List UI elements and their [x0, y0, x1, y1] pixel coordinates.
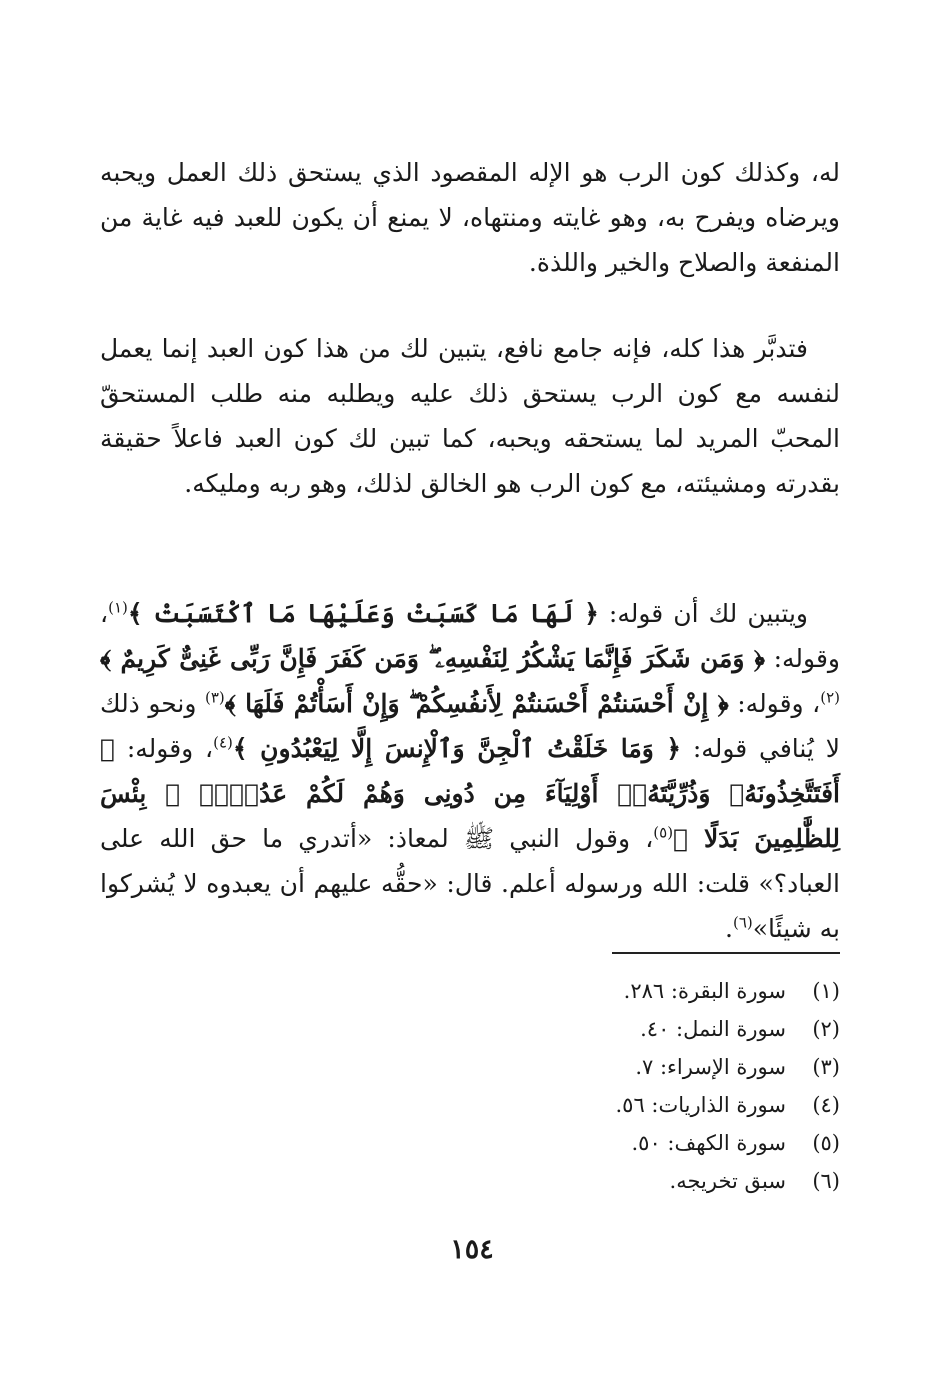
- text-segment: .: [725, 914, 733, 943]
- quran-verse-5: ﴿ أَفَتَتَّخِذُونَهُۥ وَذُرِّيَّتَهُۥٓ أَوْلِيَآءَ مِن دُونِى وَهُمْ لَكُمْ عَدُوٌّۢ ۚ بِئْسَ لِلظَّٰلِمِينَ بَدَلًا ﴾: [100, 734, 840, 853]
- footnote-divider: [612, 952, 840, 954]
- text-segment: ويتبين لك أن قوله:: [598, 599, 809, 628]
- footnote-3: [480, 1048, 840, 1086]
- footnote-text: سورة الكهف: ٥٠.: [631, 1131, 786, 1155]
- footnote-text: سورة النمل: ٤٠.: [640, 1017, 786, 1041]
- footnote-6: [480, 1162, 840, 1200]
- footnote-ref-6: (٦): [732, 913, 753, 932]
- paragraph-2-text: فتدبَّر هذا كله، فإنه جامع نافع، يتبين لك من هذا كون العبد إنما يعمل لنفسه مع كون الرب يستحق ذلك عليه ويطلبه منه طلب المستحقّ المحبّ المريد لما يستحقه ويحبه، كما تبين لك كون العبد فاعلاً حقيقة بقدرته ومشيئته، مع كون الرب هو الخالق لذلك، وهو ربه ومليكه.: [100, 334, 840, 498]
- footnote-number: (٣): [812, 1055, 840, 1079]
- page-number: ١٥٤: [450, 1234, 494, 1265]
- text-segment: ونحو ذلك لا يُنافي قوله:: [100, 689, 840, 763]
- footnote-ref-2: (٢): [820, 688, 841, 707]
- quran-verse-3: ﴿ إِنْ أَحْسَنتُمْ أَحْسَنتُمْ لِأَنفُسِكُمْ ۖ وَإِنْ أَسَأْتُمْ فَلَهَا ﴾: [224, 689, 729, 718]
- footnote-ref-3: (٣): [204, 688, 225, 707]
- footnote-text: سورة الإسراء: ٧.: [635, 1055, 786, 1079]
- paragraph-3: [100, 591, 840, 951]
- paragraph-1-text: له، وكذلك كون الرب هو الإله المقصود الذي يستحق ذلك العمل ويحبه ويرضاه ويفرح به، وهو غايته ومنتهاه، لا يمنع أن يكون للعبد فيه غاية من المنفعة والصلاح والخير واللذة.: [100, 158, 840, 277]
- footnote-number: (٥): [812, 1131, 840, 1155]
- text-segment: ، وقوله:: [728, 689, 821, 718]
- footnote-4: [480, 1086, 840, 1124]
- quran-verse-4: ﴿ وَمَا خَلَقْتُ ٱلْجِنَّ وَٱلْإِنسَ إِلَّا لِيَعْبُدُونِ ﴾: [232, 734, 682, 763]
- footnote-text: سورة الذاريات: ٥٦.: [615, 1093, 786, 1117]
- text-segment: ، وقوله:: [100, 599, 840, 673]
- text-segment: ، وقوله:: [115, 734, 214, 763]
- quran-verse-1: ﴿ لَهَا مَا كَسَبَتْ وَعَلَيْهَا مَا ٱكْتَسَبَتْ ﴾: [127, 599, 599, 628]
- paragraph-2: [100, 326, 840, 506]
- footnote-5: [480, 1124, 840, 1162]
- footnote-number: (١): [812, 979, 840, 1003]
- footnote-1: [480, 972, 840, 1010]
- paragraph-1: [100, 150, 840, 285]
- footnote-text: سورة البقرة: ٢٨٦.: [623, 979, 786, 1003]
- footnote-text: سبق تخريجه.: [669, 1169, 786, 1193]
- footnote-ref-1: (١): [108, 598, 128, 617]
- footnote-2: [480, 1010, 840, 1048]
- footnote-ref-5: (٥): [653, 823, 674, 842]
- footnote-number: (٦): [812, 1169, 840, 1193]
- footnote-number: (٤): [812, 1093, 840, 1117]
- text-segment: ، وقول النبي ﷺ لمعاذ: «أتدري ما حق الله على العباد؟» قلت: الله ورسوله أعلم. قال: «حقُّه عليهم أن يعبدوه لا يُشركوا به شيئًا»: [100, 824, 840, 943]
- quran-verse-2: ﴿ وَمَن شَكَرَ فَإِنَّمَا يَشْكُرُ لِنَفْسِهِۦ ۖ وَمَن كَفَرَ فَإِنَّ رَبِّى غَنِىٌّ كَرِيمٌ ﴾: [100, 644, 765, 673]
- paragraph-3-text: [100, 591, 840, 951]
- footnotes: [480, 972, 840, 1200]
- footnote-number: (٢): [812, 1017, 840, 1041]
- footnote-ref-4: (٤): [213, 733, 233, 752]
